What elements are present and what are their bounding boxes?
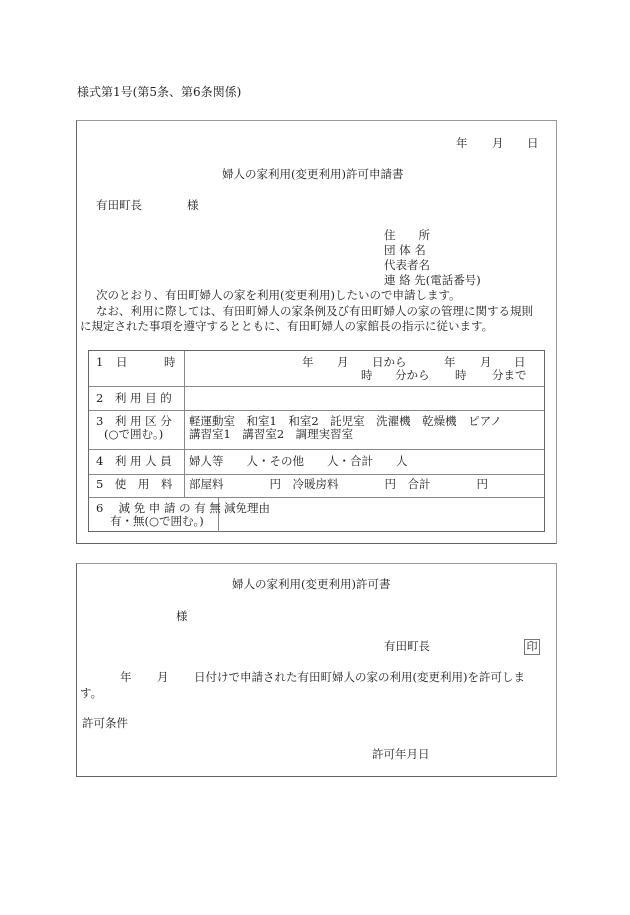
row1-month-to: 月 — [480, 355, 492, 369]
row-divider — [89, 410, 544, 411]
applicant-address-label: 住 所 — [384, 228, 430, 242]
row1-label-time: 時 — [164, 355, 176, 369]
row1-year-from: 年 — [302, 355, 314, 369]
row3-label-note: (○で囲む。) — [104, 427, 164, 441]
row4-label: 4 利 用 人 員 — [96, 454, 172, 468]
row-divider — [89, 474, 544, 475]
permit-date-label: 許可年月日 — [372, 747, 430, 761]
row1-minute-from: 分から — [395, 368, 430, 382]
row1-year-to: 年 — [444, 355, 456, 369]
row6-value: 減免理由 — [224, 501, 270, 515]
row6-label-note: 有・無(○で囲む。) — [110, 514, 204, 528]
row2-label: 2 利 用 目 的 — [96, 391, 172, 405]
row6-label: 6 減 免 申 請 の 有 無 — [96, 501, 221, 515]
addressee: 有田町長 — [96, 198, 142, 212]
addressee-honorific: 様 — [187, 198, 199, 212]
permit-title: 婦人の家利用(変更利用)許可書 — [232, 577, 391, 591]
row-divider — [89, 449, 544, 450]
row5-label: 5 使 用 料 — [96, 477, 173, 491]
form-number: 様式第1号(第5条、第6条関係) — [77, 85, 242, 99]
row1-label-day: 日 — [116, 355, 128, 369]
row5-value: 部屋料 円 冷暖房料 円 合計 円 — [189, 477, 488, 491]
permit-honorific: 様 — [176, 609, 188, 623]
applicant-group-label: 団 体 名 — [384, 243, 426, 257]
row1-hour-to: 時 — [455, 368, 467, 382]
application-date-month: 月 — [492, 136, 504, 150]
application-body-line2: なお、利用に際しては、有田町婦人の家条例及び有田町婦人の家の管理に関する規則 — [96, 304, 533, 318]
column-divider — [184, 351, 185, 497]
permit-conditions-label: 許可条件 — [82, 716, 128, 730]
row1-day-to: 日 — [514, 355, 526, 369]
permit-body-year: 年 — [120, 670, 132, 684]
applicant-contact-label: 連 絡 先(電話番号) — [384, 273, 481, 287]
application-body-line1: 次のとおり、有田町婦人の家を利用(変更利用)したいので申請します。 — [96, 288, 461, 302]
row3-options-line1: 軽運動室 和室1 和室2 託児室 洗濯機 乾燥機 ピアノ — [189, 414, 502, 428]
applicant-representative-label: 代表者名 — [384, 258, 430, 272]
application-date-day: 日 — [527, 136, 539, 150]
application-body-line3: に規定された事項を遵守するとともに、有田町婦人の家館長の指示に従います。 — [80, 319, 494, 333]
row1-hour-from: 時 — [361, 368, 373, 382]
row1-label-number: 1 — [96, 355, 104, 369]
permit-body-month: 月 — [157, 670, 169, 684]
row1-day-from: 日から — [372, 355, 407, 369]
seal-stamp: 印 — [524, 639, 540, 655]
row4-value: 婦人等 人・その他 人・合計 人 — [189, 454, 408, 468]
permit-issuer: 有田町長 — [384, 639, 430, 653]
row1-minute-to: 分まで — [492, 368, 527, 382]
row3-label: 3 利 用 区 分 — [96, 414, 172, 428]
permit-body-line1: 日付けで申請された有田町婦人の家の利用(変更利用)を許可しま — [194, 670, 525, 684]
row3-options-line2: 講習室1 講習室2 調理実習室 — [189, 427, 354, 441]
application-date-year: 年 — [456, 136, 468, 150]
row1-month-from: 月 — [337, 355, 349, 369]
row-divider — [89, 497, 544, 498]
application-title: 婦人の家利用(変更利用)許可申請書 — [222, 167, 404, 181]
row-divider — [89, 386, 544, 387]
permit-body-line2: す。 — [80, 686, 103, 700]
